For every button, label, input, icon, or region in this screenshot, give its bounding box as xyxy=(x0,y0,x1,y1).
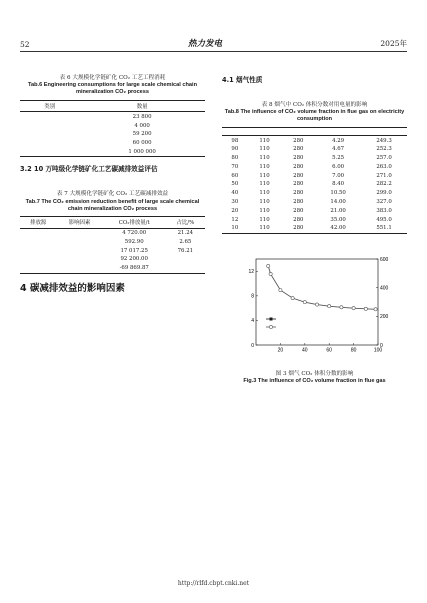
paragraph xyxy=(222,60,407,69)
cell: 280 xyxy=(293,181,304,188)
cell: 280 xyxy=(293,172,304,179)
paragraph xyxy=(222,87,407,96)
cell: 110 xyxy=(259,181,270,188)
y-left-tick-label: 4 xyxy=(251,317,254,324)
caption-zh: 图 3 烟气 CO₂ 体积分数的影响 xyxy=(275,370,354,377)
legend-marker xyxy=(269,325,272,328)
table-7 xyxy=(20,216,205,274)
y-left-tick-label: 8 xyxy=(251,293,254,300)
table-header xyxy=(361,127,407,136)
cell xyxy=(20,139,79,148)
caption-zh: 表 7 大规模化学链矿化 CO₂ 工艺碳减排效益 xyxy=(56,191,169,198)
cell: 20 xyxy=(231,207,239,214)
cell xyxy=(20,237,56,246)
footer-url: http://rlfd.cbpt.cnki.net xyxy=(177,580,250,587)
table-header: CO₂排放量/t xyxy=(103,216,166,228)
cell: 327.0 xyxy=(376,198,392,205)
cell: 17 017.25 xyxy=(120,247,148,254)
data-point xyxy=(374,307,377,310)
cell: 50 xyxy=(231,181,239,188)
y-right-tick-label: 400 xyxy=(380,285,389,292)
legend-marker xyxy=(270,317,273,320)
cell: 110 xyxy=(259,225,270,232)
cell: 110 xyxy=(259,198,270,205)
cell: 92 200.00 xyxy=(120,256,148,263)
cell: 299.0 xyxy=(376,190,392,197)
y-right-tick-label: 200 xyxy=(380,313,389,320)
y-left-tick-label: 12 xyxy=(248,268,254,275)
cell: 21.24 xyxy=(177,230,194,237)
table-row xyxy=(20,255,205,264)
table-row xyxy=(222,206,407,215)
table-header: 占比/% xyxy=(166,216,205,228)
data-point xyxy=(267,264,270,267)
data-point xyxy=(364,307,367,310)
cell xyxy=(20,112,79,121)
paragraph xyxy=(222,240,407,249)
table-8-body xyxy=(222,136,407,234)
table-row xyxy=(222,224,407,233)
data-point xyxy=(279,288,282,291)
cell: 40 xyxy=(231,190,239,197)
table-row xyxy=(20,112,205,121)
table-header xyxy=(281,127,315,136)
co2-fraction-chart xyxy=(222,253,407,371)
table-row xyxy=(222,154,407,163)
cell xyxy=(20,228,56,237)
cell: 271.0 xyxy=(376,172,392,179)
table-header xyxy=(222,127,248,136)
cell: 1 000 000 xyxy=(128,148,156,155)
table-6-caption xyxy=(20,75,205,97)
section-heading: 3.2 10 万吨级化学链矿化工艺碳减排效益评估 xyxy=(20,165,158,174)
table-row xyxy=(222,136,407,145)
year: 2025年 xyxy=(380,39,407,48)
table-header xyxy=(315,127,361,136)
cell: 280 xyxy=(293,190,304,197)
cell: 35.00 xyxy=(330,216,346,223)
cell xyxy=(56,264,102,273)
cell: 249.3 xyxy=(376,137,392,144)
caption-zh: 表 6 大规模化学链矿化 CO₂ 工艺工程消耗 xyxy=(59,75,166,81)
table-7-caption xyxy=(20,191,205,213)
cell: 23 800 xyxy=(132,113,152,120)
cell: 4 000 xyxy=(134,122,150,129)
data-point xyxy=(315,303,318,306)
plot-frame xyxy=(256,259,378,345)
cell: 110 xyxy=(259,146,270,153)
cell: 4 720.00 xyxy=(122,230,147,237)
x-tick-label: 80 xyxy=(350,347,357,354)
cell: 70 xyxy=(231,163,239,170)
table-row xyxy=(20,246,205,255)
cell xyxy=(20,148,79,157)
x-tick-label: 40 xyxy=(302,347,308,354)
cell: 60 000 xyxy=(132,140,152,147)
cell: 280 xyxy=(293,155,304,162)
cell: 59 200 xyxy=(132,131,152,138)
cell: 551.1 xyxy=(376,225,392,232)
cell: 30 xyxy=(231,198,239,205)
x-tick-label: 100 xyxy=(373,347,383,354)
cell: 42.00 xyxy=(330,225,346,232)
cell: -69 869.87 xyxy=(119,265,149,272)
caption-en: Tab.6 Engineering consumptions for large scale chemical chain mineralization CO₂ process xyxy=(28,82,197,96)
table-row xyxy=(20,130,205,139)
cell xyxy=(20,255,56,264)
cell: 110 xyxy=(259,172,270,179)
table-row xyxy=(222,189,407,198)
cell: 110 xyxy=(259,137,270,144)
table-row xyxy=(20,121,205,130)
cell: 383.0 xyxy=(376,207,392,214)
paragraph xyxy=(20,176,205,185)
table-row xyxy=(20,139,205,148)
cell xyxy=(20,246,56,255)
table-header xyxy=(248,127,282,136)
table-8-caption xyxy=(222,102,407,124)
cell: 110 xyxy=(259,163,270,170)
cell: 12 xyxy=(231,216,239,223)
cell: 592.90 xyxy=(124,238,144,245)
table-header: 类别 xyxy=(20,100,79,112)
x-tick-label: 60 xyxy=(326,347,332,354)
cell: 8.40 xyxy=(332,181,345,188)
cell: 4.29 xyxy=(332,137,345,144)
paragraph xyxy=(20,60,205,69)
y-left-tick-label: 0 xyxy=(251,342,254,349)
cell xyxy=(56,246,102,255)
x-tick-label: 20 xyxy=(277,347,284,354)
section-heading: 4 碳减排效益的影响因素 xyxy=(20,282,125,294)
y-right-tick-label: 600 xyxy=(380,256,389,263)
cell xyxy=(166,255,205,264)
journal-name: 热力发电 xyxy=(187,39,222,49)
table-header: 数量 xyxy=(79,100,205,112)
cell: 6.00 xyxy=(332,163,345,170)
cell xyxy=(20,130,79,139)
cell xyxy=(56,255,102,264)
cell: 280 xyxy=(293,146,304,153)
cell: 257.0 xyxy=(376,155,392,162)
cell: 80 xyxy=(231,155,239,162)
right-column xyxy=(222,60,407,385)
figure-3 xyxy=(222,253,407,385)
table-row xyxy=(222,145,407,154)
cell: 7.00 xyxy=(332,172,345,179)
cell: 60 xyxy=(231,172,239,179)
page-header xyxy=(20,38,407,52)
cell: 98 xyxy=(231,137,239,144)
table-6 xyxy=(20,100,205,158)
table-row xyxy=(20,148,205,157)
cell: 495.0 xyxy=(376,216,392,223)
series-line-1 xyxy=(268,266,375,309)
cell: 110 xyxy=(259,216,270,223)
table-row xyxy=(20,237,205,246)
data-point xyxy=(340,305,343,308)
caption-en: Tab.8 The influence of CO₂ volume fraction in flue gas on electricity consumption xyxy=(224,109,405,123)
table-row xyxy=(222,198,407,207)
cell: 76.21 xyxy=(177,247,194,254)
cell: 14.00 xyxy=(330,198,346,205)
table-header: 排放源 xyxy=(20,216,56,228)
cell: 10 xyxy=(231,225,239,232)
page-footer xyxy=(0,580,427,587)
cell xyxy=(20,264,56,273)
table-row xyxy=(222,180,407,189)
cell xyxy=(166,264,205,273)
figure-3-caption xyxy=(222,371,407,385)
table-8 xyxy=(222,127,407,234)
cell: 282.2 xyxy=(376,181,392,188)
data-point xyxy=(352,306,355,309)
cell xyxy=(20,121,79,130)
cell: 280 xyxy=(293,198,304,205)
cell: 2.65 xyxy=(179,238,192,245)
cell: 110 xyxy=(259,190,270,197)
data-point xyxy=(269,272,272,275)
cell: 110 xyxy=(259,155,270,162)
cell: 90 xyxy=(231,146,239,153)
table-row xyxy=(222,171,407,180)
page-number: 52 xyxy=(20,40,30,49)
table-row xyxy=(20,228,205,237)
cell: 21.00 xyxy=(330,207,346,214)
cell: 280 xyxy=(293,163,304,170)
cell xyxy=(56,237,102,246)
section-heading: 4.1 烟气性质 xyxy=(222,76,263,84)
data-point xyxy=(291,296,294,299)
caption-en: Tab.7 The CO₂ emission reduction benefit of large scale chemical chain mineralization CO₂ process xyxy=(25,198,200,212)
cell: 5.25 xyxy=(332,155,345,162)
left-column xyxy=(20,60,205,307)
cell: 280 xyxy=(293,216,304,223)
table-row xyxy=(222,162,407,171)
table-row xyxy=(222,215,407,224)
cell: 280 xyxy=(293,137,304,144)
caption-en: Fig.3 The influence of CO₂ volume fraction in flue gas xyxy=(243,377,386,384)
cell: 280 xyxy=(293,207,304,214)
cell: 110 xyxy=(259,207,270,214)
table-header: 影响因素 xyxy=(56,216,102,228)
cell: 252.3 xyxy=(376,146,392,153)
paragraph xyxy=(20,298,205,307)
cell: 4.67 xyxy=(332,146,345,153)
table-row xyxy=(20,264,205,273)
data-point xyxy=(303,300,306,303)
cell: 280 xyxy=(293,225,304,232)
data-point xyxy=(328,304,331,307)
y-right-tick-label: 0 xyxy=(380,342,383,349)
caption-zh: 表 8 烟气中 CO₂ 体积分数对用电量的影响 xyxy=(261,102,368,108)
cell: 263.0 xyxy=(376,163,392,170)
cell xyxy=(56,228,102,237)
cell: 10.50 xyxy=(330,190,346,197)
